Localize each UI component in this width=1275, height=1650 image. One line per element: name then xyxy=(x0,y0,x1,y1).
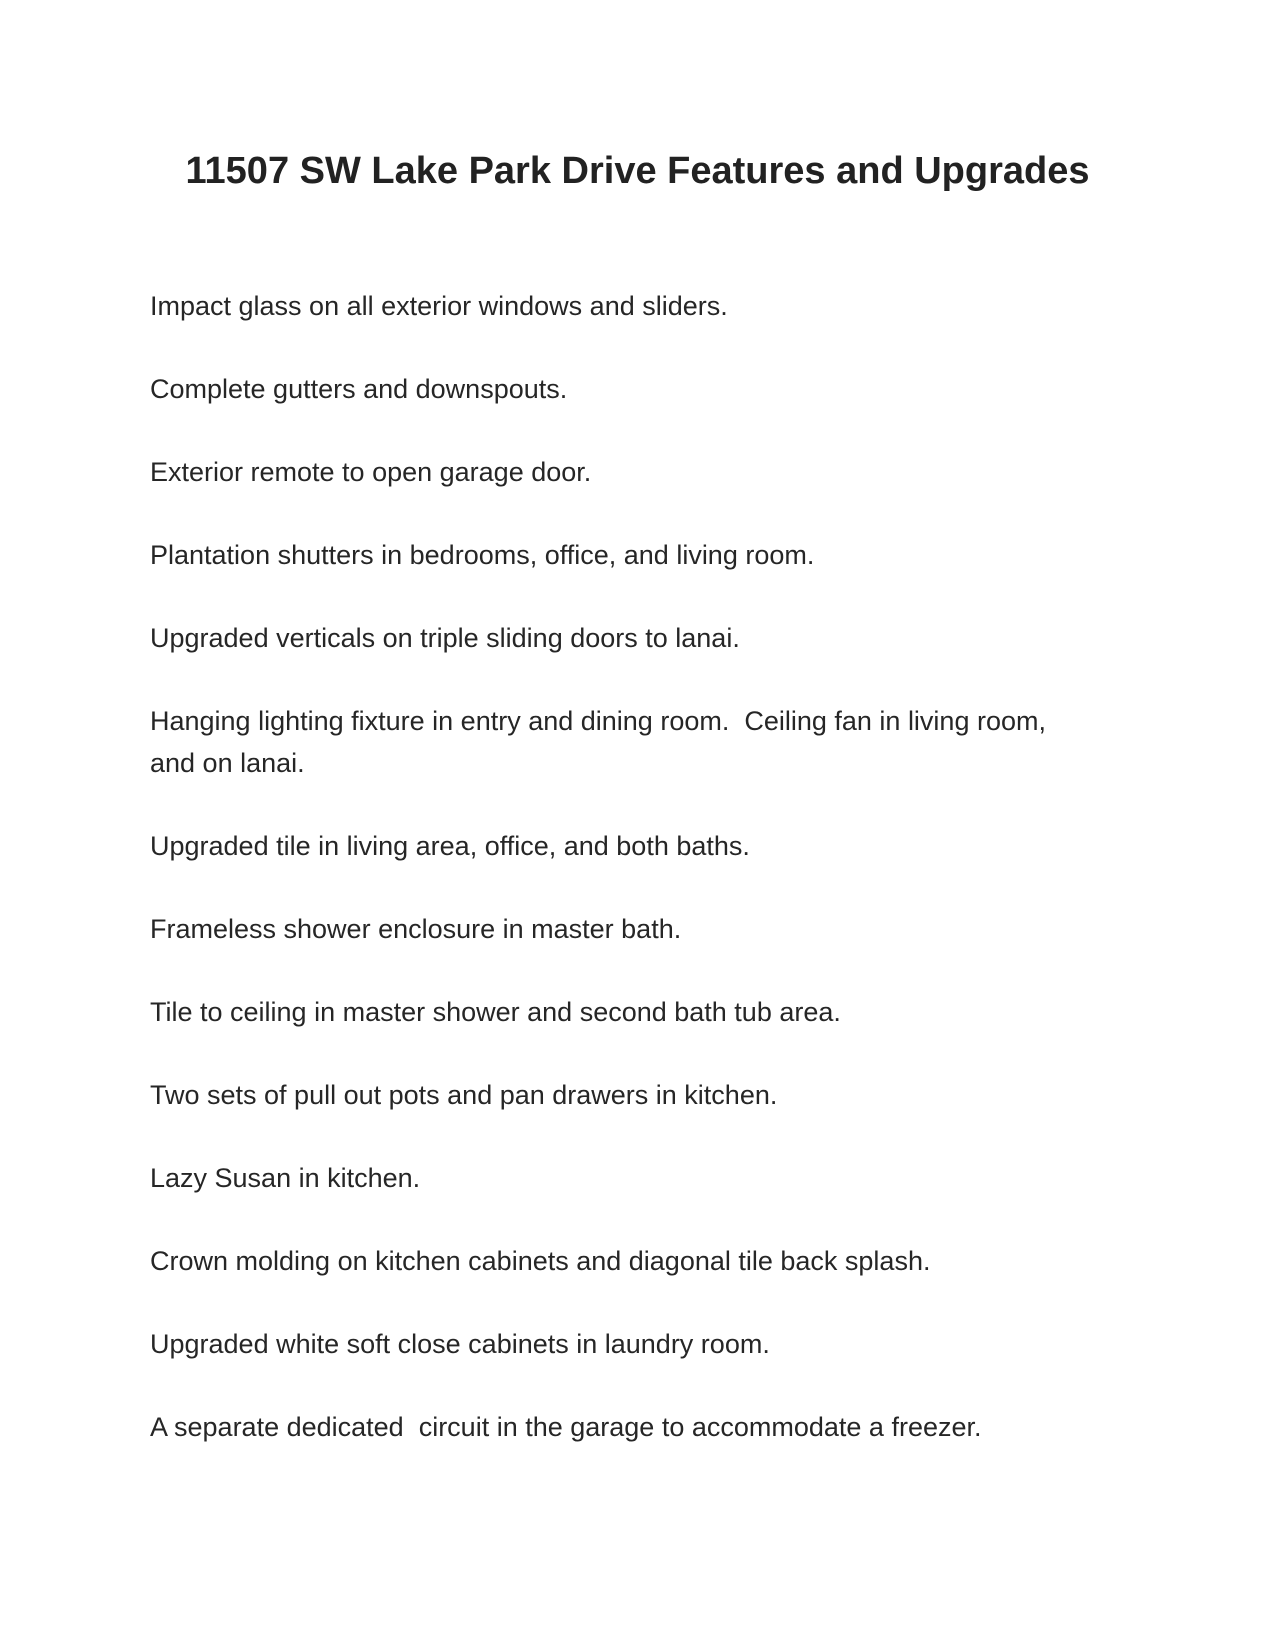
feature-item: Hanging lighting fixture in entry and dining room. Ceiling fan in living room, and on lanai. xyxy=(150,706,1054,778)
feature-item: Upgraded tile in living area, office, and both baths. xyxy=(150,831,750,861)
feature-item: Lazy Susan in kitchen. xyxy=(150,1163,421,1193)
features-list xyxy=(150,285,1080,1489)
feature-item: Frameless shower enclosure in master bath. xyxy=(150,914,682,944)
feature-item: Two sets of pull out pots and pan drawers in kitchen. xyxy=(150,1080,778,1110)
feature-item: Exterior remote to open garage door. xyxy=(150,457,592,487)
feature-item: A separate dedicated circuit in the garage to accommodate a freezer. xyxy=(150,1412,982,1442)
feature-item: Tile to ceiling in master shower and second bath tub area. xyxy=(150,997,841,1027)
feature-item: Plantation shutters in bedrooms, office, and living room. xyxy=(150,540,815,570)
feature-item: Upgraded verticals on triple sliding doors to lanai. xyxy=(150,623,740,653)
feature-item: Impact glass on all exterior windows and sliders. xyxy=(150,291,728,321)
feature-item: Upgraded white soft close cabinets in laundry room. xyxy=(150,1329,770,1359)
document-title: 11507 SW Lake Park Drive Features and Upgrades xyxy=(185,150,1090,192)
feature-item: Complete gutters and downspouts. xyxy=(150,374,568,404)
feature-item: Crown molding on kitchen cabinets and diagonal tile back splash. xyxy=(150,1246,931,1276)
